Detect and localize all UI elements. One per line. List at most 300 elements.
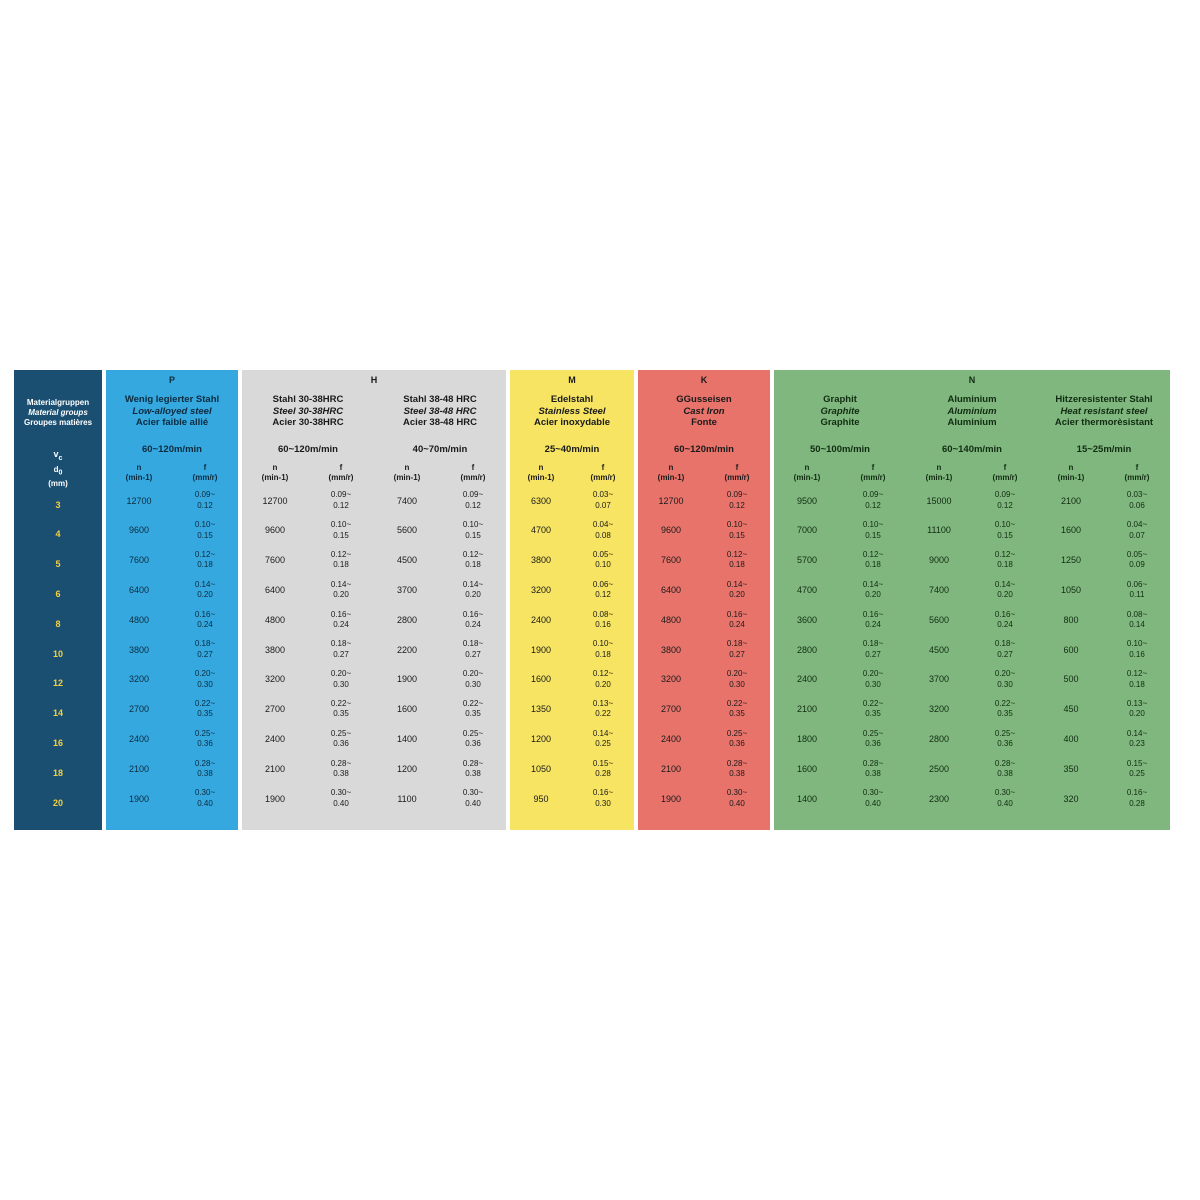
diameter-value: 18 bbox=[52, 767, 63, 778]
cell-f: 0.22~ 0.35 bbox=[330, 698, 352, 719]
cell-f: 0.16~ 0.24 bbox=[726, 609, 748, 630]
cell-n: 4800 bbox=[660, 614, 682, 625]
table-row bbox=[774, 635, 1170, 665]
cell-n: 1900 bbox=[530, 644, 552, 655]
cell-n: 2800 bbox=[796, 644, 818, 655]
vc-label: $v_c$ bbox=[53, 449, 63, 462]
cutting-data-table bbox=[14, 370, 1186, 830]
cell-n: 7600 bbox=[128, 555, 150, 566]
table-row bbox=[510, 605, 634, 635]
table-row bbox=[510, 546, 634, 576]
table-row bbox=[638, 635, 770, 665]
cell-f: 0.28~ 0.38 bbox=[726, 758, 748, 779]
head-f: f (mm/r) bbox=[590, 463, 616, 482]
cell-n: 1400 bbox=[796, 793, 818, 804]
table-row bbox=[638, 516, 770, 546]
cell-f: 0.22~ 0.35 bbox=[862, 698, 884, 719]
cell-n: 2400 bbox=[660, 734, 682, 745]
cell-n: 1600 bbox=[1060, 525, 1082, 536]
cell-f: 0.06~ 0.11 bbox=[1126, 579, 1148, 600]
table-row bbox=[638, 695, 770, 725]
cell-f: 0.16~ 0.24 bbox=[462, 609, 484, 630]
diameter-value: 16 bbox=[52, 738, 63, 749]
cell-n: 6400 bbox=[264, 585, 286, 596]
cell-f: 0.03~ 0.07 bbox=[592, 490, 614, 510]
diameter-value: 12 bbox=[52, 678, 63, 689]
table-row bbox=[510, 635, 634, 665]
cell-n: 950 bbox=[533, 793, 549, 804]
table-row bbox=[14, 639, 102, 669]
cell-n: 1800 bbox=[796, 734, 818, 745]
cell-n: 2700 bbox=[264, 704, 286, 715]
cell-n: 2100 bbox=[796, 704, 818, 715]
cell-f: 0.14~ 0.20 bbox=[194, 579, 216, 600]
cell-f: 0.14~ 0.20 bbox=[462, 579, 484, 600]
cell-f: 0.16~ 0.24 bbox=[862, 609, 884, 630]
head-n: n (min-1) bbox=[393, 463, 421, 482]
table-row bbox=[106, 605, 238, 635]
table-row bbox=[638, 754, 770, 784]
cell-f: 0.30~ 0.40 bbox=[862, 788, 884, 808]
cell-f: 0.08~ 0.16 bbox=[592, 609, 614, 630]
head-n: n (min-1) bbox=[657, 463, 685, 482]
cell-f: 0.12~ 0.18 bbox=[1126, 669, 1148, 689]
cell-n: 6400 bbox=[660, 585, 682, 596]
cell-f: 0.09~ 0.12 bbox=[462, 490, 484, 510]
cell-n: 7000 bbox=[796, 525, 818, 536]
cell-f: 0.25~ 0.36 bbox=[726, 728, 748, 749]
cell-f: 0.10~ 0.16 bbox=[1126, 639, 1148, 659]
subgroup-names: Hitzeresistenter Stahl Heat resistant steel Acier thermorèsistant bbox=[1054, 394, 1154, 428]
cell-n: 4800 bbox=[264, 614, 286, 625]
material-group-H bbox=[242, 370, 506, 830]
cell-f: 0.16~ 0.24 bbox=[330, 609, 352, 630]
cell-f: 0.22~ 0.35 bbox=[994, 698, 1016, 719]
cell-f: 0.12~ 0.18 bbox=[862, 549, 884, 570]
cell-n: 1350 bbox=[530, 704, 552, 715]
table-row bbox=[510, 724, 634, 754]
cell-n: 4500 bbox=[396, 555, 418, 566]
subgroup-names: Aluminium Aluminium Aluminium bbox=[947, 394, 997, 428]
cell-f: 0.12~ 0.18 bbox=[462, 549, 484, 570]
group-rows bbox=[774, 486, 1170, 814]
group-letter: N bbox=[968, 375, 976, 385]
subgroup-names: Edelstahl Stainless Steel Acier inoxydable bbox=[533, 394, 611, 428]
cell-f: 0.05~ 0.09 bbox=[1126, 549, 1148, 570]
table-row bbox=[106, 635, 238, 665]
table-row bbox=[106, 754, 238, 784]
group-rows bbox=[242, 486, 506, 814]
cell-n: 1100 bbox=[397, 793, 417, 804]
subgroup-names: Wenig legierter Stahl Low-alloyed steel Acier faible allié bbox=[124, 394, 220, 428]
head-n: n (min-1) bbox=[1057, 463, 1085, 482]
cell-n: 4800 bbox=[128, 614, 150, 625]
cell-f: 0.03~ 0.06 bbox=[1126, 490, 1148, 510]
cell-f: 0.14~ 0.23 bbox=[1126, 728, 1148, 749]
cell-n: 3200 bbox=[128, 674, 150, 685]
cell-f: 0.10~ 0.15 bbox=[862, 520, 884, 540]
subgroup-vc: 40~70m/min bbox=[412, 444, 468, 455]
cell-n: 3200 bbox=[264, 674, 286, 685]
cell-n: 2800 bbox=[396, 614, 418, 625]
cell-n: 1900 bbox=[264, 793, 286, 804]
cell-f: 0.10~ 0.15 bbox=[994, 520, 1016, 540]
table-row bbox=[774, 665, 1170, 695]
cell-n: 2100 bbox=[660, 763, 682, 774]
table-row bbox=[510, 754, 634, 784]
table-row bbox=[510, 516, 634, 546]
cell-n: 9600 bbox=[128, 525, 150, 536]
table-row bbox=[774, 516, 1170, 546]
cell-n: 3700 bbox=[928, 674, 950, 685]
table-row bbox=[510, 695, 634, 725]
table-row bbox=[14, 609, 102, 639]
cell-n: 4700 bbox=[530, 525, 552, 536]
cell-n: 12700 bbox=[262, 495, 288, 506]
cell-f: 0.09~ 0.12 bbox=[726, 490, 748, 510]
cell-n: 1050 bbox=[530, 763, 552, 774]
subgroup-column-heads bbox=[638, 460, 770, 486]
cell-n: 9000 bbox=[928, 555, 950, 566]
head-n: n (min-1) bbox=[925, 463, 953, 482]
cell-f: 0.09~ 0.12 bbox=[194, 490, 216, 510]
cell-f: 0.14~ 0.25 bbox=[592, 728, 614, 749]
cell-f: 0.04~ 0.07 bbox=[1126, 520, 1148, 540]
table-row bbox=[14, 579, 102, 609]
cell-f: 0.18~ 0.27 bbox=[462, 639, 484, 659]
table-row bbox=[14, 728, 102, 758]
cell-n: 4500 bbox=[928, 644, 950, 655]
subgroup-names: GGusseisen Cast Iron Fonte bbox=[676, 394, 732, 428]
cell-f: 0.28~ 0.38 bbox=[462, 758, 484, 779]
subgroup-vc: 60~120m/min bbox=[142, 444, 202, 455]
head-f: f (mm/r) bbox=[724, 463, 750, 482]
head-n: n (min-1) bbox=[261, 463, 289, 482]
table-row bbox=[106, 486, 238, 516]
cell-f: 0.09~ 0.12 bbox=[862, 490, 884, 510]
cell-f: 0.12~ 0.18 bbox=[726, 549, 748, 570]
cell-f: 0.30~ 0.40 bbox=[726, 788, 748, 808]
group-head-M bbox=[510, 370, 634, 486]
diameter-value: 3 bbox=[55, 499, 61, 510]
cell-n: 2300 bbox=[928, 793, 950, 804]
cell-n: 2400 bbox=[530, 614, 552, 625]
head-f: f (mm/r) bbox=[192, 463, 218, 482]
cell-f: 0.25~ 0.36 bbox=[994, 728, 1016, 749]
material-group-M bbox=[510, 370, 634, 830]
material-group-N bbox=[774, 370, 1170, 830]
group-head-P bbox=[106, 370, 238, 486]
cell-f: 0.12~ 0.18 bbox=[194, 549, 216, 570]
cell-n: 1050 bbox=[1060, 585, 1082, 596]
head-f: f (mm/r) bbox=[460, 463, 486, 482]
legend-head bbox=[14, 370, 102, 490]
table-row bbox=[242, 575, 506, 605]
head-n: n (min-1) bbox=[125, 463, 153, 482]
cell-n: 3200 bbox=[660, 674, 682, 685]
cell-n: 1900 bbox=[660, 793, 682, 804]
cell-f: 0.22~ 0.35 bbox=[194, 698, 216, 719]
table-row bbox=[14, 788, 102, 818]
subgroup-column-heads bbox=[242, 460, 506, 486]
table-row bbox=[14, 758, 102, 788]
cell-f: 0.09~ 0.12 bbox=[994, 490, 1016, 510]
table-row bbox=[774, 695, 1170, 725]
cell-n: 2100 bbox=[128, 763, 150, 774]
table-row bbox=[14, 669, 102, 699]
table-row bbox=[510, 665, 634, 695]
head-n: n (min-1) bbox=[527, 463, 555, 482]
table-row bbox=[242, 516, 506, 546]
cell-f: 0.20~ 0.30 bbox=[862, 669, 884, 689]
table-row bbox=[242, 486, 506, 516]
subgroup-names: Stahl 38-48 HRC Steel 38-48 HRC Acier 38-48 HRC bbox=[403, 394, 477, 428]
table-row bbox=[774, 754, 1170, 784]
table-row bbox=[106, 516, 238, 546]
table-row bbox=[242, 635, 506, 665]
cell-n: 320 bbox=[1063, 793, 1079, 804]
group-letter: K bbox=[700, 375, 708, 385]
cell-n: 7600 bbox=[660, 555, 682, 566]
table-row bbox=[14, 699, 102, 729]
cell-f: 0.06~ 0.12 bbox=[592, 579, 614, 600]
cell-n: 4700 bbox=[796, 585, 818, 596]
subgroup-vc: 60~120m/min bbox=[674, 444, 734, 455]
cell-n: 3200 bbox=[928, 704, 950, 715]
cell-n: 12700 bbox=[126, 495, 152, 506]
table-row bbox=[14, 520, 102, 550]
table-row bbox=[106, 575, 238, 605]
cell-n: 9600 bbox=[264, 525, 286, 536]
cell-n: 3600 bbox=[796, 614, 818, 625]
cell-n: 15000 bbox=[926, 495, 952, 506]
cell-n: 400 bbox=[1063, 734, 1079, 745]
cell-f: 0.28~ 0.38 bbox=[194, 758, 216, 779]
diameter-value: 6 bbox=[55, 589, 61, 600]
cell-f: 0.09~ 0.12 bbox=[330, 490, 352, 510]
cell-f: 0.15~ 0.25 bbox=[1126, 758, 1148, 779]
table-row bbox=[242, 784, 506, 814]
table-row bbox=[638, 605, 770, 635]
diameter-value: 8 bbox=[55, 618, 61, 629]
cell-n: 3200 bbox=[530, 585, 552, 596]
table-row bbox=[638, 546, 770, 576]
diameter-value: 5 bbox=[55, 559, 61, 570]
table-row bbox=[242, 605, 506, 635]
cell-f: 0.20~ 0.30 bbox=[194, 669, 216, 689]
subgroup-names: Stahl 30-38HRC Steel 30-38HRC Acier 30-38HRC bbox=[272, 394, 344, 428]
cell-n: 5600 bbox=[396, 525, 418, 536]
cell-n: 9600 bbox=[660, 525, 682, 536]
table-row bbox=[242, 695, 506, 725]
table-row bbox=[510, 575, 634, 605]
cell-f: 0.14~ 0.20 bbox=[994, 579, 1016, 600]
table-row bbox=[774, 546, 1170, 576]
cell-n: 5700 bbox=[796, 555, 818, 566]
cell-n: 2100 bbox=[1060, 495, 1082, 506]
cell-f: 0.30~ 0.40 bbox=[330, 788, 352, 808]
cell-f: 0.13~ 0.20 bbox=[1126, 698, 1148, 719]
table-row bbox=[774, 575, 1170, 605]
table-row bbox=[510, 784, 634, 814]
table-row bbox=[638, 784, 770, 814]
group-head-H bbox=[242, 370, 506, 486]
cell-f: 0.14~ 0.20 bbox=[862, 579, 884, 600]
table-row bbox=[242, 754, 506, 784]
material-group-K bbox=[638, 370, 770, 830]
cell-f: 0.12~ 0.18 bbox=[994, 549, 1016, 570]
diameter-value: 10 bbox=[52, 648, 63, 659]
cell-f: 0.14~ 0.20 bbox=[330, 579, 352, 600]
cell-f: 0.28~ 0.38 bbox=[862, 758, 884, 779]
cell-n: 1250 bbox=[1060, 555, 1082, 566]
group-letter: M bbox=[568, 375, 576, 385]
cell-f: 0.18~ 0.27 bbox=[862, 639, 884, 659]
cell-n: 1400 bbox=[396, 734, 418, 745]
material-groups-label: Materialgruppen Material groups Groupes matières bbox=[23, 398, 93, 427]
cell-n: 2400 bbox=[264, 734, 286, 745]
cell-f: 0.22~ 0.35 bbox=[462, 698, 484, 719]
cell-n: 2500 bbox=[928, 763, 950, 774]
head-f: f (mm/r) bbox=[992, 463, 1018, 482]
table-row bbox=[106, 546, 238, 576]
subgroup-column-heads bbox=[510, 460, 634, 486]
table-row bbox=[774, 486, 1170, 516]
cell-n: 12700 bbox=[658, 495, 684, 506]
subgroup-vc: 60~120m/min bbox=[278, 444, 338, 455]
cell-n: 2700 bbox=[128, 704, 150, 715]
head-f: f (mm/r) bbox=[1124, 463, 1150, 482]
cell-n: 3800 bbox=[264, 644, 286, 655]
cell-f: 0.18~ 0.27 bbox=[726, 639, 748, 659]
cell-f: 0.20~ 0.30 bbox=[462, 669, 484, 689]
table-row bbox=[638, 486, 770, 516]
group-rows bbox=[106, 486, 238, 814]
legend-rows bbox=[14, 490, 102, 818]
cell-f: 0.16~ 0.24 bbox=[194, 609, 216, 630]
head-f: f (mm/r) bbox=[860, 463, 886, 482]
cell-f: 0.04~ 0.08 bbox=[592, 520, 614, 540]
table-row bbox=[242, 546, 506, 576]
cell-f: 0.30~ 0.40 bbox=[194, 788, 216, 808]
group-letter: H bbox=[370, 375, 378, 385]
cell-n: 600 bbox=[1063, 644, 1079, 655]
material-group-P bbox=[106, 370, 238, 830]
table-row bbox=[638, 724, 770, 754]
group-rows bbox=[510, 486, 634, 814]
table-row bbox=[242, 665, 506, 695]
cell-n: 11100 bbox=[927, 525, 951, 536]
subgroup-names: Graphit Graphite Graphite bbox=[820, 394, 860, 428]
cell-n: 6400 bbox=[128, 585, 150, 596]
cell-n: 500 bbox=[1063, 674, 1079, 685]
cell-n: 1900 bbox=[396, 674, 418, 685]
cell-n: 450 bbox=[1063, 704, 1079, 715]
cell-f: 0.08~ 0.14 bbox=[1126, 609, 1148, 630]
cell-n: 5600 bbox=[928, 614, 950, 625]
cell-f: 0.25~ 0.36 bbox=[462, 728, 484, 749]
table-row bbox=[774, 784, 1170, 814]
cell-f: 0.25~ 0.36 bbox=[330, 728, 352, 749]
cell-f: 0.16~ 0.28 bbox=[1126, 788, 1148, 808]
cell-f: 0.10~ 0.15 bbox=[330, 520, 352, 540]
head-n: n (min-1) bbox=[793, 463, 821, 482]
table-row bbox=[106, 665, 238, 695]
cell-f: 0.12~ 0.18 bbox=[330, 549, 352, 570]
cell-n: 1200 bbox=[396, 763, 418, 774]
cell-n: 3800 bbox=[128, 644, 150, 655]
cell-n: 2800 bbox=[928, 734, 950, 745]
cell-n: 1900 bbox=[128, 793, 150, 804]
group-letter: P bbox=[168, 375, 175, 385]
table-row bbox=[510, 486, 634, 516]
cell-f: 0.12~ 0.20 bbox=[592, 669, 614, 689]
group-rows bbox=[638, 486, 770, 814]
cell-f: 0.30~ 0.40 bbox=[994, 788, 1016, 808]
table-row bbox=[638, 665, 770, 695]
table-row bbox=[14, 490, 102, 520]
head-f: f (mm/r) bbox=[328, 463, 354, 482]
cell-n: 6300 bbox=[530, 495, 552, 506]
cell-f: 0.10~ 0.18 bbox=[592, 639, 614, 659]
cell-n: 9500 bbox=[796, 495, 818, 506]
cell-f: 0.25~ 0.36 bbox=[862, 728, 884, 749]
cell-f: 0.10~ 0.15 bbox=[726, 520, 748, 540]
cell-n: 7400 bbox=[928, 585, 950, 596]
cell-n: 7600 bbox=[264, 555, 286, 566]
cell-f: 0.10~ 0.15 bbox=[194, 520, 216, 540]
cell-f: 0.15~ 0.28 bbox=[592, 758, 614, 779]
cell-n: 350 bbox=[1063, 763, 1079, 774]
cell-n: 3700 bbox=[396, 585, 418, 596]
cell-f: 0.20~ 0.30 bbox=[726, 669, 748, 689]
cell-n: 2400 bbox=[128, 734, 150, 745]
cell-f: 0.25~ 0.36 bbox=[194, 728, 216, 749]
cell-f: 0.18~ 0.27 bbox=[994, 639, 1016, 659]
cell-n: 7400 bbox=[396, 495, 418, 506]
cell-f: 0.22~ 0.35 bbox=[726, 698, 748, 719]
table-row bbox=[242, 724, 506, 754]
subgroup-vc: 50~100m/min bbox=[810, 444, 870, 455]
table-row bbox=[106, 724, 238, 754]
cell-f: 0.18~ 0.27 bbox=[194, 639, 216, 659]
group-head-N bbox=[774, 370, 1170, 486]
table-row bbox=[106, 695, 238, 725]
cell-f: 0.05~ 0.10 bbox=[592, 549, 614, 570]
table-row bbox=[106, 784, 238, 814]
subgroup-vc: 15~25m/min bbox=[1076, 444, 1132, 455]
cell-f: 0.16~ 0.30 bbox=[592, 788, 614, 808]
d0-label: d0 (mm) bbox=[48, 465, 68, 488]
table-row bbox=[14, 550, 102, 580]
cell-f: 0.28~ 0.38 bbox=[330, 758, 352, 779]
cell-n: 800 bbox=[1063, 614, 1079, 625]
subgroup-vc: 60~140m/min bbox=[942, 444, 1002, 455]
cell-n: 2700 bbox=[660, 704, 682, 715]
cell-f: 0.18~ 0.27 bbox=[330, 639, 352, 659]
cell-f: 0.10~ 0.15 bbox=[462, 520, 484, 540]
subgroup-vc: 25~40m/min bbox=[544, 444, 600, 455]
material-groups-legend bbox=[14, 370, 102, 830]
cell-n: 2200 bbox=[396, 644, 418, 655]
diameter-value: 4 bbox=[55, 529, 61, 540]
cell-f: 0.14~ 0.20 bbox=[726, 579, 748, 600]
cell-n: 1600 bbox=[796, 763, 818, 774]
cell-n: 2100 bbox=[264, 763, 286, 774]
cell-f: 0.16~ 0.24 bbox=[994, 609, 1016, 630]
cell-n: 1600 bbox=[530, 674, 552, 685]
cell-f: 0.20~ 0.30 bbox=[330, 669, 352, 689]
